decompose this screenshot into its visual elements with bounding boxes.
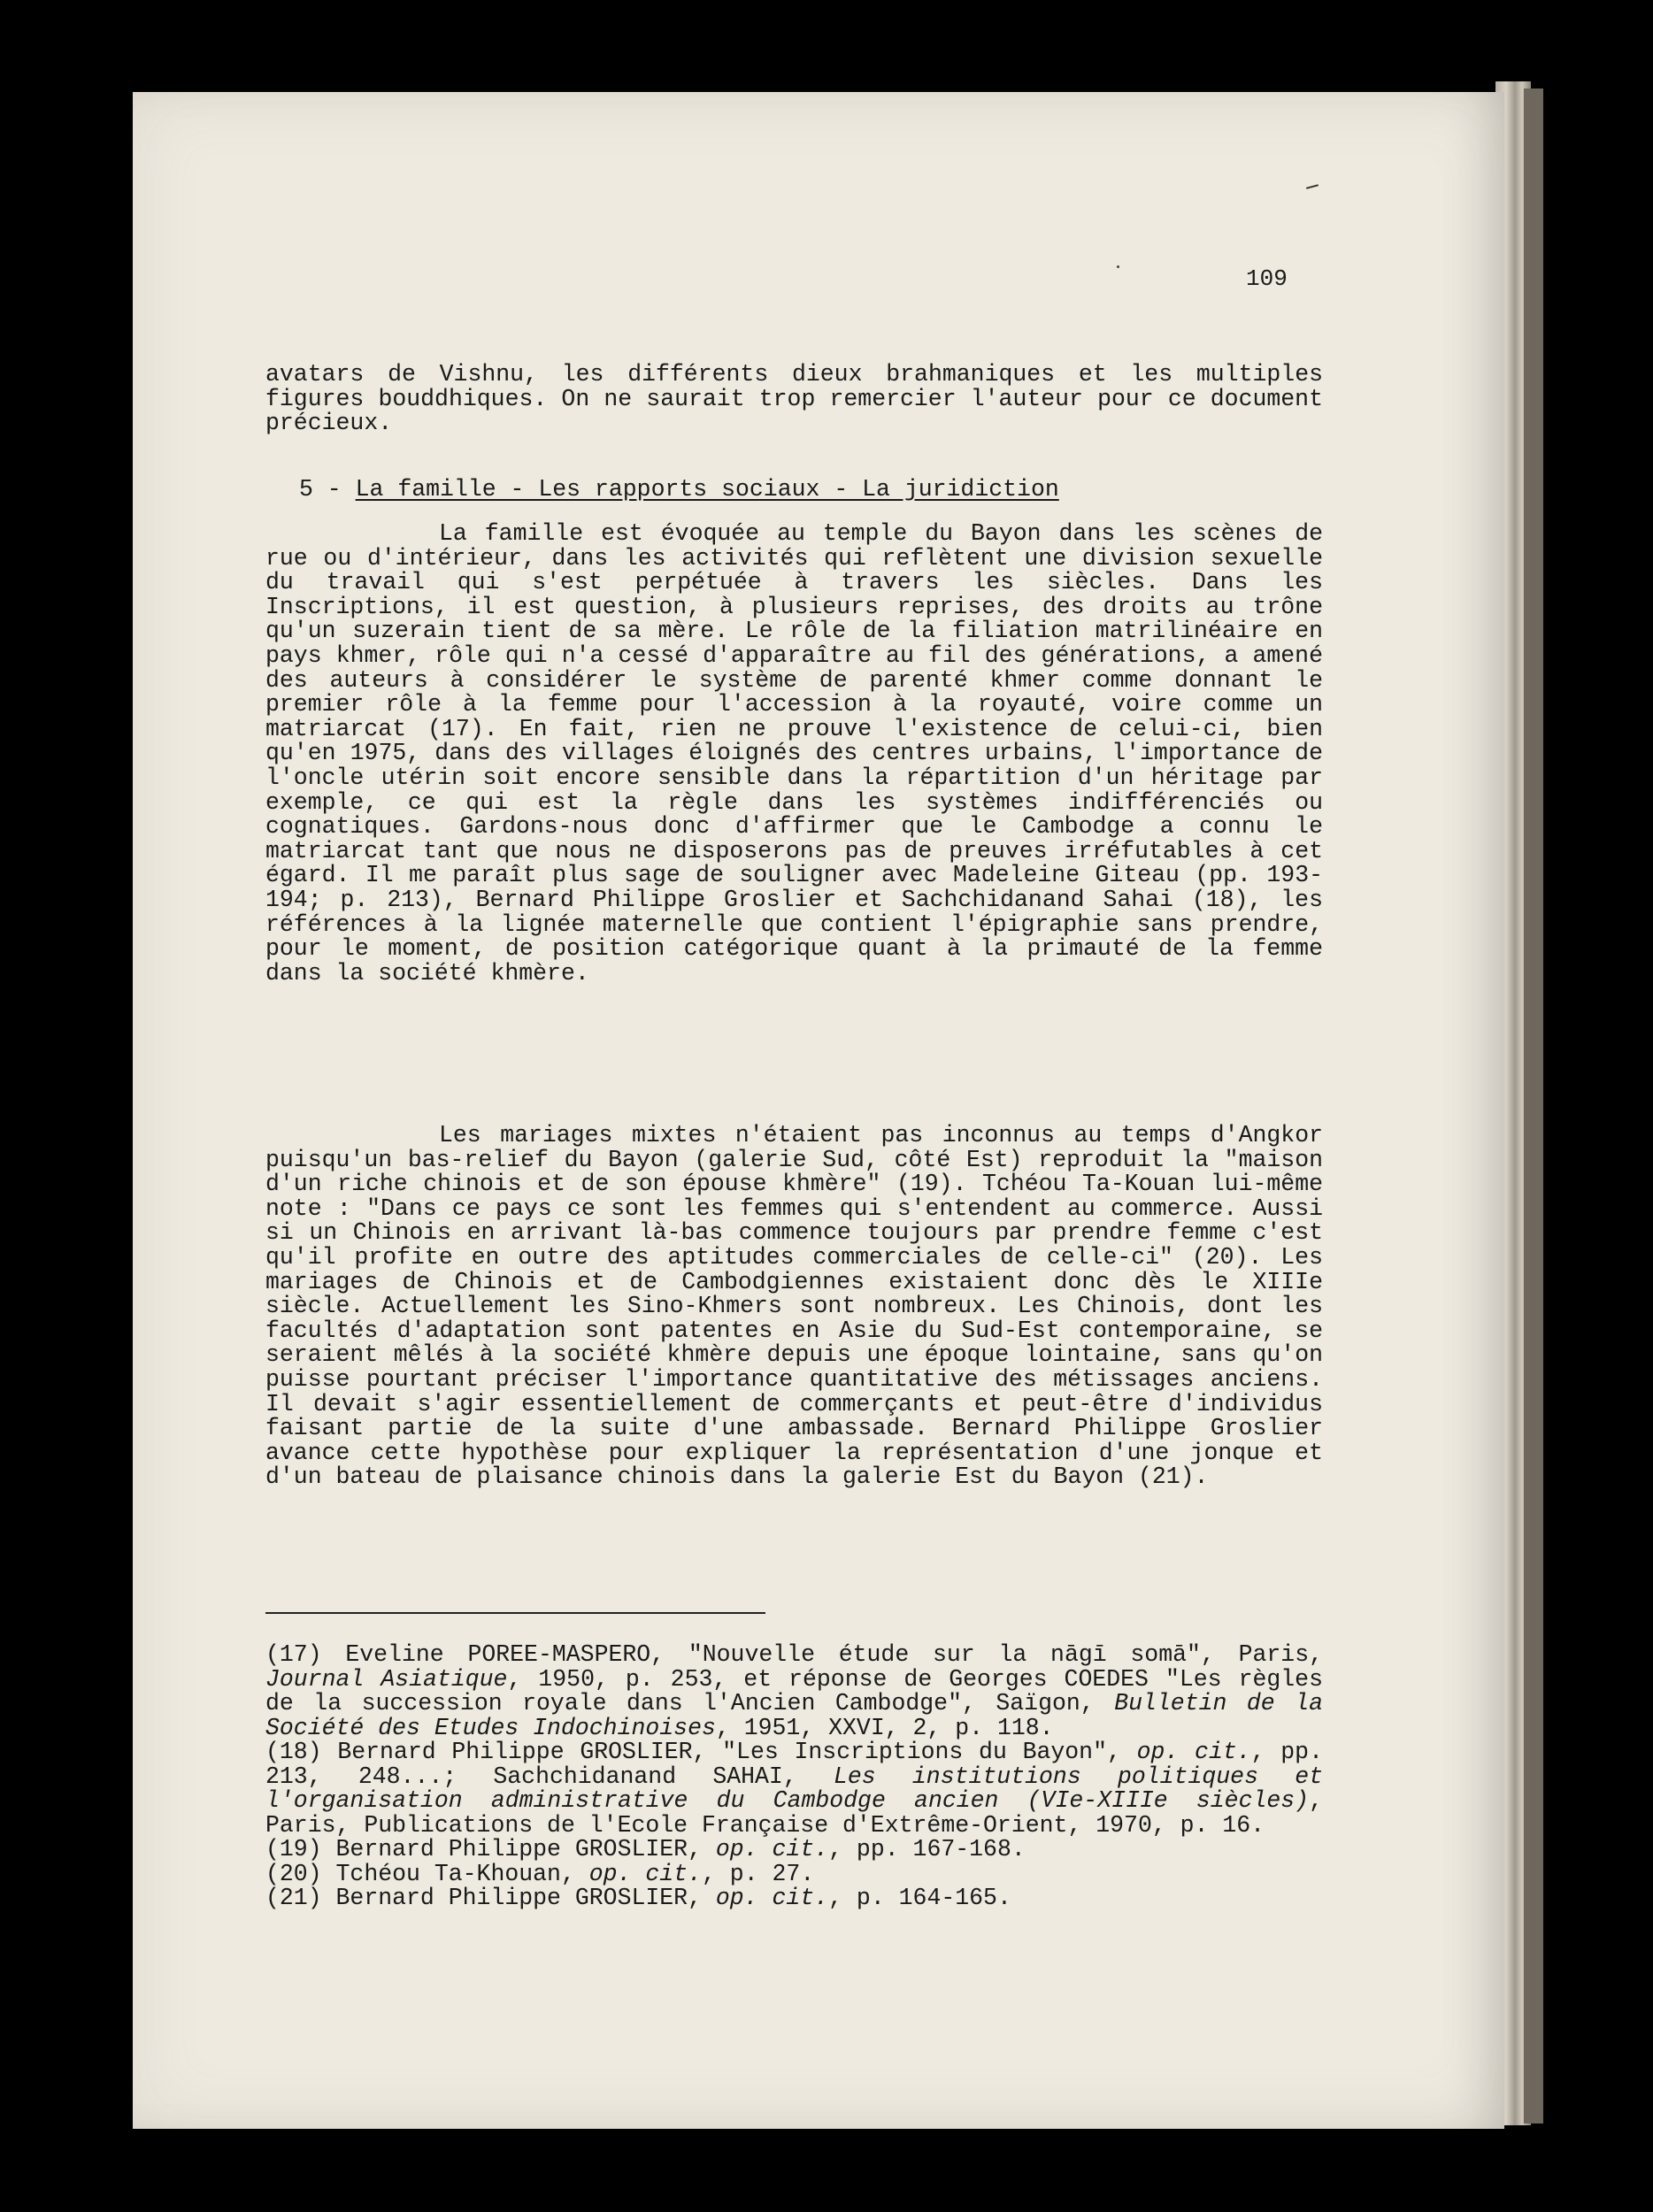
- page-number: 109: [1246, 265, 1288, 292]
- footnote-19-opcit: op. cit.: [715, 1836, 829, 1863]
- footnote-20: [265, 1860, 1323, 1887]
- paragraph-1: [265, 363, 1323, 436]
- footnote-18-opcit: op. cit.: [1136, 1739, 1251, 1765]
- footnote-18-title: Les institutions politiques et l'organisation administrative du Cambodge ancien (VIe-XIIIe siècles): [265, 1763, 1323, 1814]
- footnote-17-text-2: , 1950, p. 253, et réponse de Georges COEDES "Les règles de la succession royale dans l'Ancien Cambodge", Saïgon,: [265, 1665, 1323, 1717]
- footnote-21-opcit: op. cit.: [715, 1885, 829, 1911]
- footnote-21-text-2: , p. 164-165.: [828, 1885, 1011, 1911]
- ink-dot: [1117, 265, 1119, 268]
- footnote-20-text: (20) Tchéou Ta-Khouan,: [265, 1860, 589, 1887]
- footnote-17: [265, 1643, 1323, 1740]
- footnote-21: [265, 1886, 1323, 1911]
- paragraph-3: [265, 1124, 1323, 1490]
- footnote-18-text-2: , pp. 213, 248...; Sachchidanand SAHAI,: [265, 1739, 1323, 1790]
- footnote-21-text: (21) Bernard Philippe GROSLIER,: [265, 1885, 716, 1911]
- footnote-20-text-2: , p. 27.: [702, 1860, 815, 1887]
- paragraph-1-text: avatars de Vishnu, les différents dieux brahmaniques et les multiples figures bouddhiques. On ne saurait trop remercier l'auteur pour ce document précieux.: [265, 361, 1323, 437]
- footnote-18: [265, 1740, 1323, 1838]
- footnote-17-text: (17) Eveline POREE-MASPERO, "Nouvelle étude sur la nāgī somā", Paris,: [265, 1641, 1323, 1668]
- footnote-18-text-3: , Paris, Publications de l'Ecole Française d'Extrême-Orient, 1970, p. 16.: [265, 1787, 1323, 1839]
- section-heading: [299, 476, 1059, 503]
- paragraph-3-text: Les mariages mixtes n'étaient pas inconnus au temps d'Angkor puisqu'un bas-relief du Bayon (galerie Sud, côté Est) reproduit la "maison d'un riche chinois et de son épouse khmère" (19). Tchéou Ta-Kouan lui-même note : "Dans ce pays ce sont les femmes qui s'entendent au commerce. Aussi si un Chinois en arrivant là-bas commence toujours par prendre femme c'est qu'il profite en outre des aptitudes commerciales de celle-ci" (20). Les mariages de Chinois et de Cambodgiennes existaient donc dès le XIIIe siècle. Actuellement les Sino-Khmers sont nombreux. Les Chinois, dont les facultés d'adaptation sont patentes en Asie du Sud-Est contemporaine, se seraient mêlés à la société khmère depuis une époque lointaine, sans qu'on puisse pourtant préciser l'importance quantitative des métissages anciens. Il devait s'agir essentiellement de commerçants et peut-être d'individus faisant partie de la suite d'une ambassade. Bernard Philippe Groslier avance cette hypothèse pour expliquer la représentation d'une jonque et d'un bateau de plaisance chinois dans la galerie Est du Bayon (21).: [265, 1122, 1323, 1491]
- section-title: La famille - Les rapports sociaux - La juridiction: [355, 476, 1059, 503]
- footnote-20-opcit: op. cit.: [588, 1860, 702, 1887]
- footnote-19: [265, 1838, 1323, 1863]
- footnote-17-journal: Journal Asiatique: [265, 1665, 508, 1693]
- footnote-17-text-3: , 1951, XXVI, 2, p. 118.: [715, 1714, 1054, 1741]
- footnote-19-text: (19) Bernard Philippe GROSLIER,: [265, 1836, 716, 1863]
- paragraph-2-text: La famille est évoquée au temple du Bayon dans les scènes de rue ou d'intérieur, dans les activités qui reflètent une division sexuelle du travail qui s'est perpétuée à travers les siècles. Dans les Inscriptions, il est question, à plusieurs reprises, des droits au trône qu'un suzerain tient de sa mère. Le rôle de la filiation matrilinéaire en pays khmer, rôle qui n'a cessé d'apparaître au fil des générations, a amené des auteurs à considérer le système de parenté khmer comme donnant le premier rôle à la femme pour l'accession à la royauté, voire comme un matriarcat (17). En fait, rien ne prouve l'existence de celui-ci, bien qu'en 1975, dans des villages éloignés des centres urbains, l'importance de l'oncle utérin soit encore sensible dans la répartition d'un héritage par exemple, ce qui est la règle dans les systèmes indifférenciés ou cognatiques. Gardons-nous donc d'affirmer que le Cambodge a connu le matriarcat tant que nous ne disposerons pas de preuves irréfutables à cet égard. Il me paraît plus sage de souligner avec Madeleine Giteau (pp. 193-194; p. 213), Bernard Philippe Groslier et Sachchidanand Sahai (18), les références à la lignée maternelle que contient l'épigraphie sans prendre, pour le moment, de position catégorique quant à la primauté de la femme dans la société khmère.: [265, 520, 1323, 987]
- book-spine-shadow: [1524, 88, 1543, 2124]
- footnote-19-text-2: , pp. 167-168.: [828, 1836, 1026, 1863]
- footnote-17-bulletin: Bulletin de la Société des Etudes Indochinoises: [265, 1690, 1324, 1741]
- section-number: 5 -: [299, 476, 356, 503]
- footnote-rule: [265, 1612, 765, 1614]
- footnotes: [265, 1643, 1323, 1911]
- paragraph-2: [265, 522, 1323, 986]
- footnote-18-text: (18) Bernard Philippe GROSLIER, "Les Inscriptions du Bayon",: [265, 1739, 1137, 1765]
